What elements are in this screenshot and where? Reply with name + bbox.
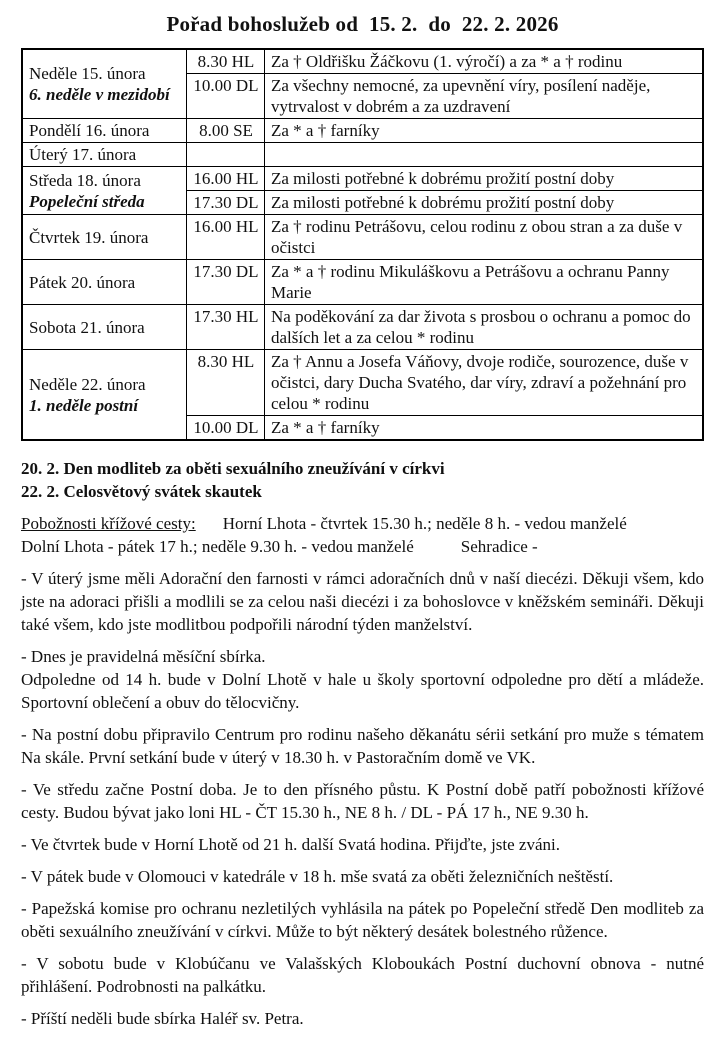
table-row [22, 260, 703, 305]
intention-cell: Za † Annu a Josefa Váňovy, dvoje rodiče, sourozence, duše v očistci, dary Ducha Svatého, dar víry, zdraví a požehnání pro celou * rodinu [265, 350, 704, 416]
time-cell: 10.00 DL [187, 74, 265, 119]
announcement-paragraph: - Ve středu začne Postní doba. Je to den přísného půstu. K Postní době patří pobožnosti křížové cesty. Budou bývat jako loni HL - ČT 15.30 h., NE 8 h. / DL - PÁ 17 h., NE 9.30 h. [21, 780, 704, 822]
devotions-line [21, 512, 704, 535]
intention-cell: Za * a † farníky [265, 119, 704, 143]
devotions-sehradice: Sehradice - [460, 537, 538, 556]
table-row [22, 305, 703, 350]
announcement-paragraph: Odpoledne od 14 h. bude v Dolní Lhotě v hale u školy sportovní odpoledne pro dětí a mládeže. Sportovní oblečení a obuv do tělocvičny. [21, 670, 704, 712]
devotions-label: Pobožnosti křížové cesty: [21, 514, 196, 533]
devotions-horni-lhota: Horní Lhota - čtvrtek 15.30 h.; neděle 8 h. - vedou manželé [222, 514, 627, 533]
table-row [22, 49, 703, 74]
time-cell: 17.30 DL [187, 191, 265, 215]
table-row [22, 350, 703, 416]
time-cell: 8.00 SE [187, 119, 265, 143]
feast-label: Popeleční středa [29, 191, 145, 211]
day-cell [22, 49, 187, 119]
intention-cell [265, 143, 704, 167]
intention-cell: Za * a † farníky [265, 416, 704, 441]
schedule-table [21, 48, 704, 441]
time-cell: 17.30 DL [187, 260, 265, 305]
day-cell [22, 305, 187, 350]
intention-cell: Za milosti potřebné k dobrému prožití postní doby [265, 191, 704, 215]
table-row [22, 167, 703, 191]
table-row [22, 215, 703, 260]
devotions-line [21, 535, 704, 558]
day-cell [22, 119, 187, 143]
intention-cell: Za * a † rodinu Mikuláškovu a Petrášovu a ochranu Panny Marie [265, 260, 704, 305]
special-day-line: 22. 2. Celosvětový svátek skautek [21, 482, 262, 501]
intention-cell: Za † Oldřišku Žáčkovu (1. výročí) a za * a † rodinu [265, 49, 704, 74]
intention-cell: Za všechny nemocné, za upevnění víry, posílení naděje, vytrvalost v dobrém a za uzdravení [265, 74, 704, 119]
day-label: Středa 18. února [29, 170, 141, 190]
table-row [22, 119, 703, 143]
intention-cell: Za † rodinu Petrášovu, celou rodinu z obou stran a za duše v očistci [265, 215, 704, 260]
time-cell: 10.00 DL [187, 416, 265, 441]
table-row [22, 143, 703, 167]
day-label: Pátek 20. února [29, 272, 136, 292]
time-cell: 8.30 HL [187, 350, 265, 416]
page-title: Pořad bohoslužeb od 15. 2. do 22. 2. 2026 [166, 12, 559, 36]
announcement-paragraph: - V úterý jsme měli Adorační den farnosti v rámci adoračních dnů v naší diecézi. Děkuji všem, kdo jste na adoraci přišli a modlili se za celou naši diecézi i za bohoslovce v kněžském semináři. Děkuji také všem, kdo jste modlitbou podpořili národní týden manželství. [21, 569, 704, 634]
day-label: Úterý 17. února [29, 145, 137, 164]
intention-cell: Na poděkování za dar života s prosbou o ochranu a pomoc do dalších let a za celou * rodinu [265, 305, 704, 350]
announcement-paragraph: - Ve čtvrtek bude v Horní Lhotě od 21 h. další Svatá hodina. Přijďte, jste zváni. [21, 835, 560, 854]
announcement-paragraph: - V sobotu bude v Klobúčanu ve Valašských Kloboukách Postní duchovní obnova - nutné přihlášení. Podrobnosti na palkátku. [21, 954, 704, 996]
time-cell: 16.00 HL [187, 215, 265, 260]
announcement-paragraph: - V pátek bude v Olomouci v katedrále v 18 h. mše svatá za oběti železničních neštěstí. [21, 867, 614, 886]
day-cell [22, 167, 187, 215]
day-cell [22, 350, 187, 441]
time-cell [187, 143, 265, 167]
announcement-paragraph: - Na postní dobu připravilo Centrum pro rodinu našeho děkanátu sérii setkání pro muže s tématem Na skále. První setkání bude v úterý v 18.30 h. v Pastoračním domě ve VK. [21, 725, 704, 767]
day-label: Neděle 22. února [29, 374, 146, 394]
announcement-paragraph: - Příští neděli bude sbírka Haléř sv. Petra. [21, 1009, 304, 1028]
day-label: Neděle 15. února [29, 64, 146, 83]
special-day-line: 20. 2. Den modliteb za oběti sexuálního zneužívání v církvi [21, 459, 445, 478]
day-label: Sobota 21. února [29, 317, 145, 337]
feast-label: 1. neděle postní [29, 395, 139, 415]
announcement-paragraph: - Papežská komise pro ochranu nezletilých vyhlásila na pátek po Popeleční středě Den modliteb za oběti sexuálního zneužívání v církvi. Může to být některý desátek bolestného růžence. [21, 899, 704, 941]
devotions-paragraph [21, 512, 704, 558]
special-days [21, 457, 704, 503]
time-cell: 8.30 HL [187, 49, 265, 74]
time-cell: 16.00 HL [187, 167, 265, 191]
day-cell [22, 215, 187, 260]
announcement-paragraph: - Dnes je pravidelná měsíční sbírka. [21, 647, 266, 666]
day-cell [22, 260, 187, 305]
intention-cell: Za milosti potřebné k dobrému prožití postní doby [265, 167, 704, 191]
time-cell: 17.30 HL [187, 305, 265, 350]
day-label: Pondělí 16. února [29, 121, 150, 140]
day-cell [22, 143, 187, 167]
feast-label: 6. neděle v mezidobí [29, 85, 170, 104]
day-label: Čtvrtek 19. února [29, 227, 149, 247]
devotions-dolni-lhota: Dolní Lhota - pátek 17 h.; neděle 9.30 h. - vedou manželé [21, 537, 414, 556]
